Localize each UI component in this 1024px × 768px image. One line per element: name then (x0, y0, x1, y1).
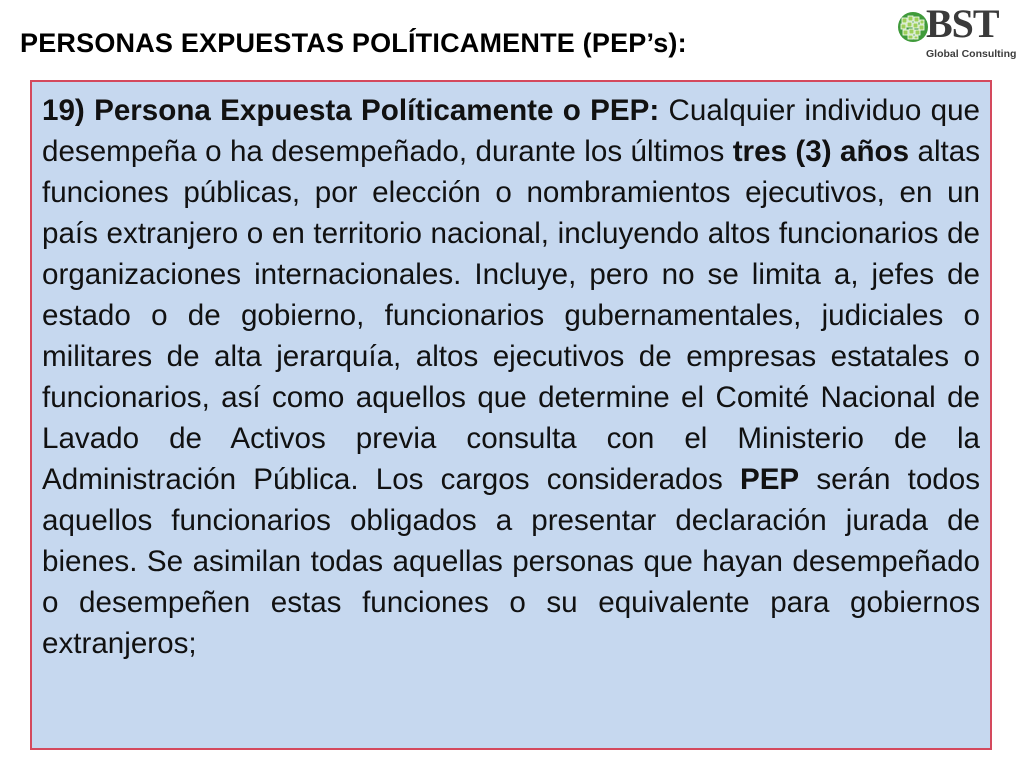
definition-box (30, 80, 992, 750)
globe-icon (896, 10, 930, 44)
definition-text-part3: serán todos aquellos funcionarios obligados a presentar declaración jurada de bienes. Se asimilan todas aquellas personas que hayan desempeñado o desempeñen estas funciones o su equivalente para gobiernos extranjeros; (42, 463, 980, 660)
definition-heading: 19) Persona Expuesta Políticamente o PEP: (42, 94, 660, 127)
slide-title: PERSONAS EXPUESTAS POLÍTICAMENTE (PEP’s): (20, 28, 687, 58)
definition-text-part2: altas funciones públicas, por elección o nombramientos ejecutivos, en un país extranjero o en territorio nacional, incluyendo altos funcionarios de organizaciones internacionales. Incluye, pero no se limita a, jefes de estado o de gobierno, funcionarios gubernamentales, judiciales o militares de alta jerarquía, altos ejecutivos de empresas estatales o funcionarios, así como aquellos que determine el Comité Nacional de Lavado de Activos previa consulta con el Ministerio de la Administración Pública. Los cargos considerados (42, 135, 981, 496)
company-logo (896, 1, 1018, 60)
definition-emphasis-pep: PEP (739, 463, 800, 496)
definition-emphasis-years: tres (3) años (732, 135, 910, 168)
logo-tagline: Global Consulting (926, 48, 1017, 60)
definition-paragraph (42, 90, 980, 664)
logo-wordmark: BST (926, 1, 999, 46)
definition-text-part1: Cualquier individuo que desempeña o ha desempeñado, durante los últimos (42, 94, 980, 168)
